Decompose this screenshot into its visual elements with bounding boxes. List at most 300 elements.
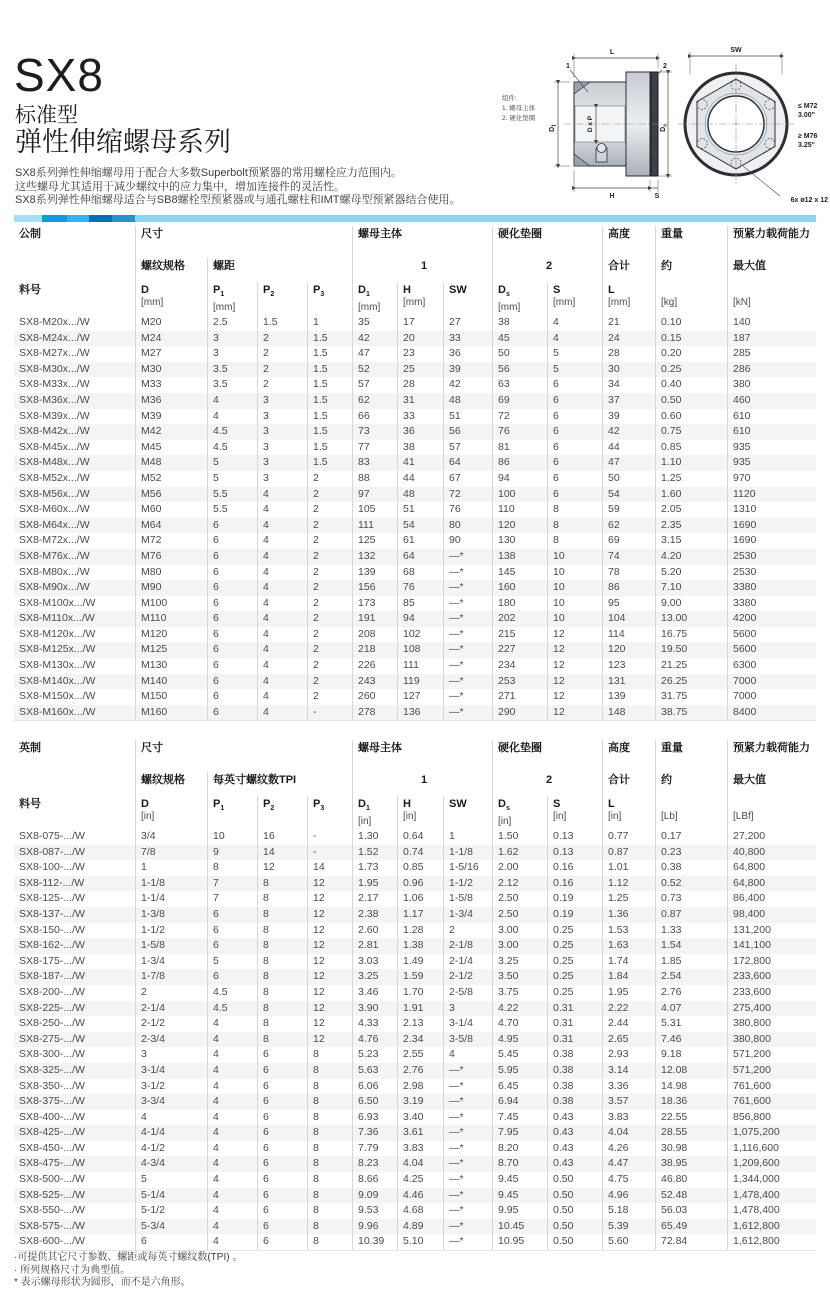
value-cell: 2.65: [602, 1032, 655, 1048]
table-row: [14, 1047, 816, 1063]
value-cell: 6: [207, 674, 257, 690]
value-cell: 1.52: [352, 845, 397, 861]
value-cell: 0.60: [655, 409, 727, 425]
value-cell: 38: [492, 315, 547, 331]
part-number: SX8-M56x.../W: [19, 487, 90, 500]
value-cell: 14: [257, 845, 307, 861]
value-cell: 935: [727, 455, 816, 471]
value-cell: 38.95: [655, 1156, 727, 1172]
value-cell: 4: [443, 1047, 492, 1063]
value-cell: 4: [257, 549, 307, 565]
value-cell: 16: [257, 829, 307, 845]
part-number: SX8-M60x.../W: [19, 503, 90, 516]
column-header: $P_2$: [257, 282, 307, 315]
value-cell: 46.80: [655, 1172, 727, 1188]
value-cell: 56.03: [655, 1203, 727, 1219]
value-cell: 20: [397, 331, 443, 347]
value-cell: 94: [397, 611, 443, 627]
value-cell: 3.25: [492, 954, 547, 970]
value-cell: 5.95: [492, 1063, 547, 1079]
value-cell: —*: [443, 1079, 492, 1095]
value-cell: 0.16: [547, 860, 602, 876]
value-cell: 12: [547, 689, 602, 705]
value-cell: 8: [257, 985, 307, 1001]
value-cell: 90: [443, 533, 492, 549]
value-cell: 5.23: [352, 1047, 397, 1063]
value-cell: 2: [307, 580, 352, 596]
value-cell: 6: [547, 409, 602, 425]
value-cell: 6: [207, 580, 257, 596]
value-cell: 4: [207, 1203, 257, 1219]
value-cell: 6: [257, 1141, 307, 1157]
value-cell: 1-5/16: [443, 860, 492, 876]
value-cell: 12: [307, 954, 352, 970]
value-cell: 0.85: [655, 440, 727, 456]
value-cell: 23: [397, 346, 443, 362]
value-cell: M100: [135, 596, 207, 612]
table-row: [14, 954, 816, 970]
value-cell: 12: [307, 969, 352, 985]
value-cell: 3.5: [207, 377, 257, 393]
value-cell: 8: [257, 923, 307, 939]
footnote-line: · 所列规格尺寸为典型值。: [14, 1264, 131, 1276]
value-cell: 59: [602, 502, 655, 518]
value-cell: 64: [397, 549, 443, 565]
value-cell: 1-3/4: [135, 954, 207, 970]
value-cell: 4.95: [492, 1032, 547, 1048]
table-row: [14, 923, 816, 939]
value-cell: 6: [207, 658, 257, 674]
value-cell: 6: [547, 440, 602, 456]
value-cell: 76: [443, 502, 492, 518]
value-cell: 6: [207, 596, 257, 612]
value-cell: 4: [547, 315, 602, 331]
value-cell: 1,116,600: [727, 1141, 816, 1157]
value-cell: 1690: [727, 533, 816, 549]
value-cell: 4.68: [397, 1203, 443, 1219]
value-cell: 2: [257, 362, 307, 378]
value-cell: 4: [207, 1032, 257, 1048]
value-cell: —*: [443, 1234, 492, 1250]
value-cell: 0.40: [655, 377, 727, 393]
value-cell: 8: [307, 1203, 352, 1219]
value-cell: 0.15: [655, 331, 727, 347]
value-cell: 86: [492, 455, 547, 471]
value-cell: 4: [207, 1125, 257, 1141]
value-cell: 2: [307, 471, 352, 487]
value-cell: 6: [257, 1047, 307, 1063]
value-cell: 4.76: [352, 1032, 397, 1048]
value-cell: 2.60: [352, 923, 397, 939]
value-cell: 4.26: [602, 1141, 655, 1157]
value-cell: 72.84: [655, 1234, 727, 1250]
value-cell: 2: [307, 596, 352, 612]
value-cell: 0.75: [655, 424, 727, 440]
value-cell: 42: [602, 424, 655, 440]
value-cell: —*: [443, 1172, 492, 1188]
group-nut-body: 螺母主体: [352, 226, 492, 258]
value-cell: 10: [207, 829, 257, 845]
value-cell: 4: [207, 1172, 257, 1188]
value-cell: 28: [602, 346, 655, 362]
value-cell: 4: [207, 1234, 257, 1250]
value-cell: 1.33: [655, 923, 727, 939]
value-cell: 0.19: [547, 907, 602, 923]
value-cell: 123: [602, 658, 655, 674]
value-cell: M72: [135, 533, 207, 549]
value-cell: 64: [443, 455, 492, 471]
value-cell: M24: [135, 331, 207, 347]
table-row: [14, 674, 816, 690]
accent-bar-segment: [135, 215, 816, 222]
value-cell: 47: [352, 346, 397, 362]
part-number: SX8-187-.../W: [19, 970, 85, 983]
value-cell: 4.5: [207, 1001, 257, 1017]
value-cell: 2.13: [397, 1016, 443, 1032]
value-cell: 36: [443, 346, 492, 362]
size-range-notes: [798, 103, 818, 149]
table-row: [14, 1156, 816, 1172]
part-number: SX8-250-.../W: [19, 1017, 85, 1030]
imperial-table: [14, 740, 816, 1251]
value-cell: 3.83: [602, 1110, 655, 1126]
value-cell: 4: [207, 1079, 257, 1095]
value-cell: 4: [257, 502, 307, 518]
value-cell: 56: [443, 424, 492, 440]
column-header: [Lb]: [655, 796, 727, 829]
value-cell: 5: [547, 346, 602, 362]
value-cell: M80: [135, 565, 207, 581]
value-cell: 1.84: [602, 969, 655, 985]
value-cell: 97: [352, 487, 397, 503]
value-cell: 148: [602, 705, 655, 721]
value-cell: 18.36: [655, 1094, 727, 1110]
value-cell: 173: [352, 596, 397, 612]
value-cell: 1.54: [655, 938, 727, 954]
column-header: $D_s$ [in]: [492, 796, 547, 829]
value-cell: 1.10: [655, 455, 727, 471]
value-cell: 88: [352, 471, 397, 487]
value-cell: 38.75: [655, 705, 727, 721]
value-cell: 8.66: [352, 1172, 397, 1188]
value-cell: 1.74: [602, 954, 655, 970]
value-cell: 4: [257, 705, 307, 721]
value-cell: 2.76: [655, 985, 727, 1001]
value-cell: 208: [352, 627, 397, 643]
value-cell: 160: [492, 580, 547, 596]
value-cell: 8: [307, 1234, 352, 1250]
value-cell: 13.00: [655, 611, 727, 627]
value-cell: 3.90: [352, 1001, 397, 1017]
value-cell: 3: [257, 471, 307, 487]
value-cell: 4.96: [602, 1188, 655, 1204]
value-cell: 935: [727, 440, 816, 456]
value-cell: 78: [602, 565, 655, 581]
table-row: [14, 471, 816, 487]
value-cell: 31.75: [655, 689, 727, 705]
value-cell: M45: [135, 440, 207, 456]
value-cell: 22.55: [655, 1110, 727, 1126]
value-cell: 4.5: [207, 985, 257, 1001]
value-cell: M130: [135, 658, 207, 674]
table-row: [14, 487, 816, 503]
sub-approx: 约: [655, 258, 727, 282]
group-washer: 硬化垫圈: [492, 226, 602, 258]
value-cell: 4.89: [397, 1219, 443, 1235]
part-number: SX8-M100x.../W: [19, 596, 96, 609]
value-cell: 3.40: [397, 1110, 443, 1126]
group-preload: 预紧力载荷能力: [727, 226, 816, 258]
value-cell: M33: [135, 377, 207, 393]
value-cell: 6: [257, 1219, 307, 1235]
value-cell: 12: [547, 705, 602, 721]
value-cell: 0.38: [547, 1047, 602, 1063]
value-cell: 6: [207, 689, 257, 705]
value-cell: 6: [257, 1203, 307, 1219]
value-cell: 8: [547, 502, 602, 518]
value-cell: 8: [307, 1094, 352, 1110]
value-cell: M160: [135, 705, 207, 721]
value-cell: 9.96: [352, 1219, 397, 1235]
value-cell: 9.53: [352, 1203, 397, 1219]
value-cell: 234: [492, 658, 547, 674]
value-cell: 4.46: [397, 1188, 443, 1204]
value-cell: 1.53: [602, 923, 655, 939]
value-cell: 139: [602, 689, 655, 705]
value-cell: 610: [727, 424, 816, 440]
part-number: SX8-550-.../W: [19, 1204, 85, 1217]
value-cell: 0.50: [655, 393, 727, 409]
value-cell: 2: [307, 518, 352, 534]
value-cell: —*: [443, 1094, 492, 1110]
value-cell: 1.5: [307, 362, 352, 378]
value-cell: 0.43: [547, 1156, 602, 1172]
value-cell: 2.93: [602, 1047, 655, 1063]
column-header: D [mm]: [135, 282, 207, 315]
column-header: SW: [443, 282, 492, 315]
value-cell: 2.00: [492, 860, 547, 876]
value-cell: 12: [307, 1032, 352, 1048]
table-row: [14, 969, 816, 985]
value-cell: 3380: [727, 596, 816, 612]
value-cell: 145: [492, 565, 547, 581]
value-cell: 56: [492, 362, 547, 378]
value-cell: 4: [257, 596, 307, 612]
value-cell: 4: [207, 1156, 257, 1172]
value-cell: 6.94: [492, 1094, 547, 1110]
part-number: SX8-M24x.../W: [19, 331, 90, 344]
column-header: L [in]: [602, 796, 655, 829]
value-cell: M39: [135, 409, 207, 425]
value-cell: 139: [352, 565, 397, 581]
value-cell: 6: [207, 969, 257, 985]
value-cell: 1.5: [307, 440, 352, 456]
table-row: [14, 1234, 816, 1250]
value-cell: 16.75: [655, 627, 727, 643]
value-cell: 6: [547, 377, 602, 393]
value-cell: 6: [207, 642, 257, 658]
value-cell: 3: [257, 455, 307, 471]
part-number: SX8-175-.../W: [19, 954, 85, 967]
front-view: [678, 47, 828, 204]
value-cell: 2530: [727, 549, 816, 565]
column-header: [LBf]: [727, 796, 816, 829]
value-cell: 4-3/4: [135, 1156, 207, 1172]
value-cell: 0.23: [655, 845, 727, 861]
value-cell: 38: [397, 440, 443, 456]
sub-approx: 约: [655, 772, 727, 796]
value-cell: 9.09: [352, 1188, 397, 1204]
value-cell: 8: [257, 1001, 307, 1017]
value-cell: 12: [547, 674, 602, 690]
sub-total: 合计: [602, 258, 655, 282]
value-cell: 48: [443, 393, 492, 409]
column-header: [kN]: [727, 282, 816, 315]
table-row: [14, 689, 816, 705]
imperial-sub-header-row: [14, 772, 816, 796]
table-row: [14, 315, 816, 331]
value-cell: 3: [257, 393, 307, 409]
sub-pitch: 螺距: [207, 258, 352, 282]
value-cell: 5600: [727, 642, 816, 658]
value-cell: 7000: [727, 689, 816, 705]
value-cell: 3.50: [492, 969, 547, 985]
value-cell: 4.75: [602, 1172, 655, 1188]
metric-column-header-row: [14, 282, 816, 315]
value-cell: 30: [602, 362, 655, 378]
part-number: SX8-137-.../W: [19, 907, 85, 920]
value-cell: 2.05: [655, 502, 727, 518]
value-cell: 76: [492, 424, 547, 440]
column-header: $P_3$: [307, 796, 352, 829]
value-cell: 10.45: [492, 1219, 547, 1235]
value-cell: 1: [443, 829, 492, 845]
table-row: [14, 829, 816, 845]
value-cell: 1-1/8: [135, 876, 207, 892]
imperial-group-header-row: [14, 740, 816, 772]
value-cell: 1.5: [307, 455, 352, 471]
value-cell: 6: [207, 907, 257, 923]
value-cell: 4.47: [602, 1156, 655, 1172]
value-cell: 1.85: [655, 954, 727, 970]
value-cell: M48: [135, 455, 207, 471]
value-cell: 33: [397, 409, 443, 425]
value-cell: —*: [443, 689, 492, 705]
column-header: $P_3$: [307, 282, 352, 315]
value-cell: 0.38: [655, 860, 727, 876]
dim-Ds-label: $D_s$: [660, 124, 669, 132]
value-cell: 130: [492, 533, 547, 549]
value-cell: 68: [397, 565, 443, 581]
value-cell: 1-1/4: [135, 891, 207, 907]
table-row: [14, 642, 816, 658]
value-cell: 10.39: [352, 1234, 397, 1250]
part-number: SX8-425-.../W: [19, 1126, 85, 1139]
value-cell: 12: [307, 1001, 352, 1017]
value-cell: 8: [307, 1125, 352, 1141]
value-cell: 271: [492, 689, 547, 705]
table-row: [14, 891, 816, 907]
part-number: SX8-M140x.../W: [19, 674, 96, 687]
value-cell: 17: [397, 315, 443, 331]
part-number: SX8-M80x.../W: [19, 565, 90, 578]
system-label: 公制: [19, 228, 41, 240]
value-cell: 2.55: [397, 1047, 443, 1063]
value-cell: 2-1/2: [443, 969, 492, 985]
value-cell: 44: [602, 440, 655, 456]
value-cell: 6: [257, 1079, 307, 1095]
description-line: SX8系列弹性伸缩螺母适合与SB8螺栓型预紧器或与通孔螺柱和IMT螺母型预紧器结合使用。: [15, 194, 461, 206]
value-cell: 81: [492, 440, 547, 456]
value-cell: 0.43: [547, 1125, 602, 1141]
value-cell: 40,800: [727, 845, 816, 861]
value-cell: M20: [135, 315, 207, 331]
value-cell: 8: [257, 938, 307, 954]
value-cell: 8: [257, 954, 307, 970]
value-cell: 5.60: [602, 1234, 655, 1250]
table-row: [14, 1172, 816, 1188]
table-row: [14, 1063, 816, 1079]
part-number: SX8-M120x.../W: [19, 627, 96, 640]
part-number: SX8-M33x.../W: [19, 378, 90, 391]
column-header: S [mm]: [547, 282, 602, 315]
value-cell: M125: [135, 642, 207, 658]
value-cell: 2-1/4: [135, 1001, 207, 1017]
value-cell: 6: [257, 1156, 307, 1172]
value-cell: —*: [443, 1156, 492, 1172]
value-cell: 108: [397, 642, 443, 658]
table-row: [14, 1016, 816, 1032]
value-cell: 31: [397, 393, 443, 409]
part-number: SX8-M36x.../W: [19, 393, 90, 406]
value-cell: 0.20: [655, 346, 727, 362]
value-cell: 7: [207, 876, 257, 892]
value-cell: 4: [207, 1188, 257, 1204]
value-cell: 2: [257, 346, 307, 362]
value-cell: 4: [257, 565, 307, 581]
value-cell: 0.74: [397, 845, 443, 861]
value-cell: 2-5/8: [443, 985, 492, 1001]
group-height: 高度: [602, 226, 655, 258]
value-cell: 3.36: [602, 1079, 655, 1095]
table-row: [14, 393, 816, 409]
value-cell: 74: [602, 549, 655, 565]
value-cell: 12: [307, 876, 352, 892]
value-cell: 4: [257, 642, 307, 658]
value-cell: 1.38: [397, 938, 443, 954]
value-cell: 12: [307, 938, 352, 954]
part-number: SX8-162-.../W: [19, 939, 85, 952]
value-cell: —*: [443, 1063, 492, 1079]
value-cell: -: [307, 845, 352, 861]
value-cell: 66: [352, 409, 397, 425]
value-cell: 104: [602, 611, 655, 627]
value-cell: 12: [307, 923, 352, 939]
value-cell: 218: [352, 642, 397, 658]
column-header: $P_2$: [257, 796, 307, 829]
value-cell: M56: [135, 487, 207, 503]
value-cell: 4: [207, 1047, 257, 1063]
group-weight: 重量: [655, 226, 727, 258]
value-cell: 156: [352, 580, 397, 596]
part-number: SX8-087-.../W: [19, 845, 85, 858]
table-row: [14, 409, 816, 425]
group-size: 尺寸: [135, 226, 352, 258]
column-header-part: 料号: [19, 284, 41, 296]
value-cell: 1.62: [492, 845, 547, 861]
value-cell: 52.48: [655, 1188, 727, 1204]
value-cell: 4: [207, 1094, 257, 1110]
